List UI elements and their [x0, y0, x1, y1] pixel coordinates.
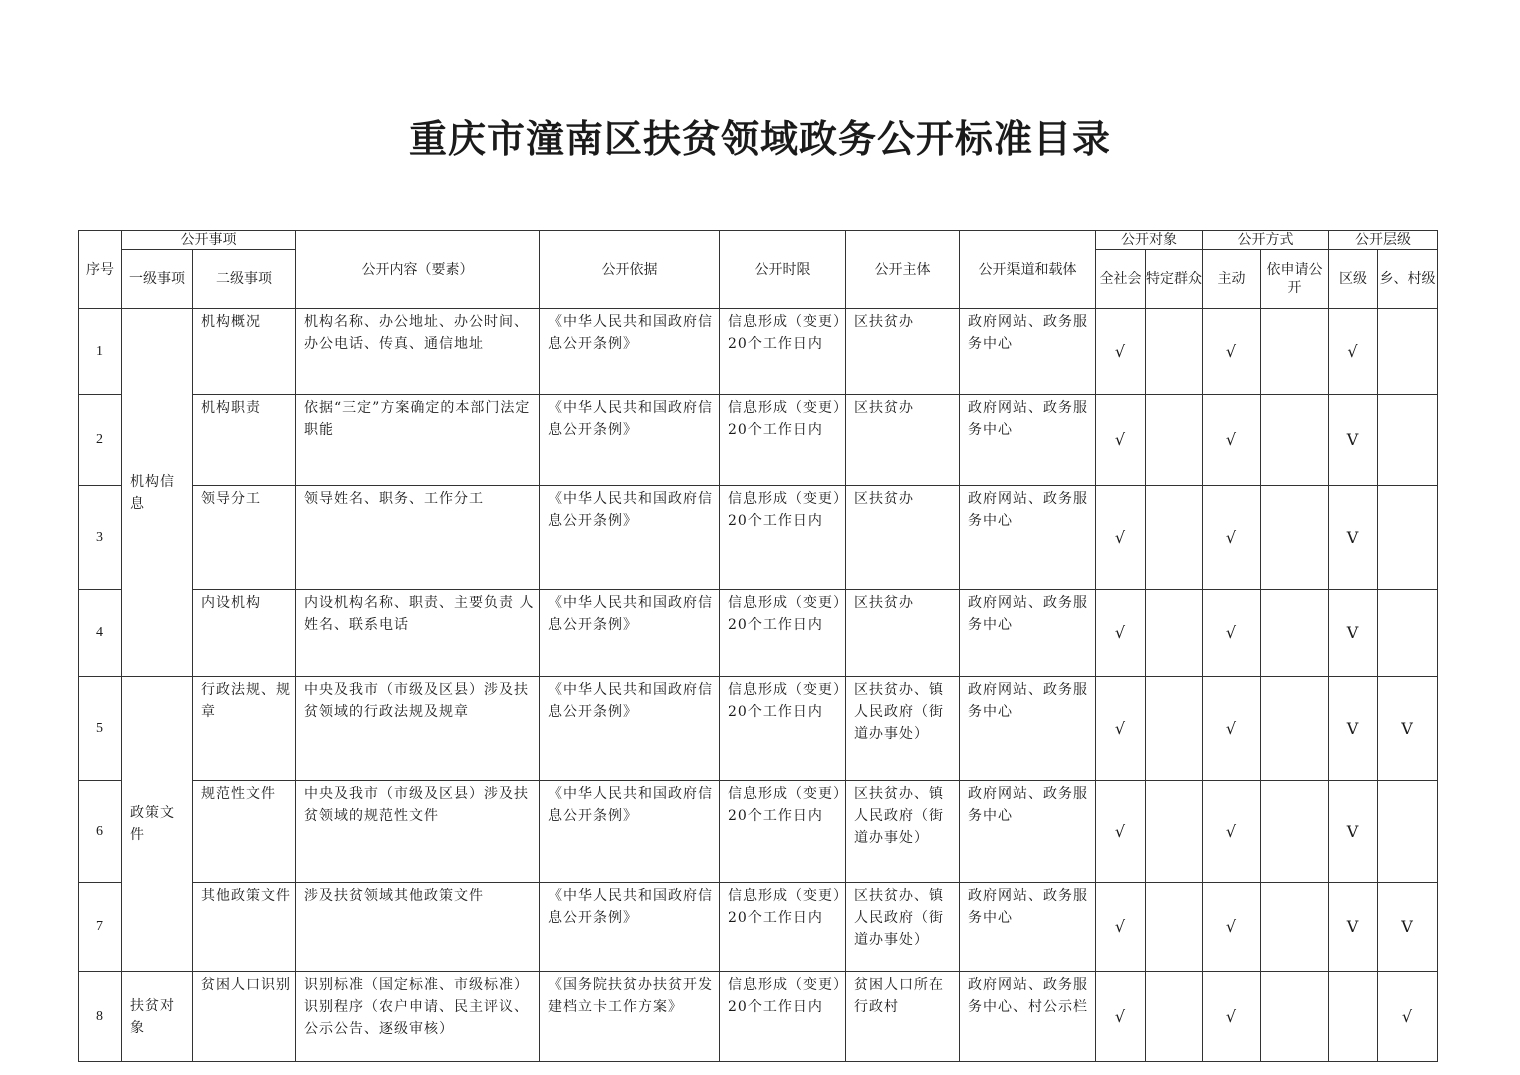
header-audience-specific: 特定群众: [1146, 250, 1203, 309]
basis-cell: 《中华人民共和国政府信息公开条例》: [540, 781, 720, 883]
time-cell: 信息形成（变更）20个工作日内: [720, 781, 846, 883]
audience-all-cell: √: [1096, 590, 1146, 677]
subject-cell: 区扶贫办、镇 人民政府（街 道办事处）: [846, 677, 960, 781]
subject-cell: 区扶贫办: [846, 395, 960, 486]
header-audience-all: 全社会: [1096, 250, 1146, 309]
item-cell: 领导分工: [193, 486, 296, 590]
table-row: [79, 486, 1438, 590]
audience-all-cell: √: [1096, 677, 1146, 781]
row-seq: 4: [79, 590, 122, 677]
row-seq: 2: [79, 395, 122, 486]
method-active-cell: √: [1203, 883, 1261, 972]
method-request-cell: [1261, 883, 1329, 972]
basis-cell: 《中华人民共和国政府信息公开条例》: [540, 883, 720, 972]
audience-all-cell: √: [1096, 781, 1146, 883]
method-request-cell: [1261, 677, 1329, 781]
page-title: 重庆市潼南区扶贫领域政务公开标准目录: [408, 117, 1111, 161]
group-cell: 机构信息: [122, 309, 193, 677]
level-town-cell: V: [1378, 677, 1438, 781]
time-cell: 信息形成（变更）20个工作日内: [720, 677, 846, 781]
time-cell: 信息形成（变更）20个工作日内: [720, 972, 846, 1062]
audience-specific-cell: [1146, 395, 1203, 486]
channel-cell: 政府网站、政务服务中心: [960, 677, 1096, 781]
subject-cell: 贫困人口所在行政村: [846, 972, 960, 1062]
group-cell: 政策文件: [122, 677, 193, 972]
header-level-town: 乡、村级: [1378, 250, 1438, 309]
table-row: [79, 395, 1438, 486]
audience-specific-cell: [1146, 486, 1203, 590]
header-subject: 公开主体: [846, 231, 960, 309]
table-row: [79, 677, 1438, 781]
channel-cell: 政府网站、政务服务中心: [960, 395, 1096, 486]
level-town-cell: [1378, 309, 1438, 395]
audience-specific-cell: [1146, 883, 1203, 972]
content-cell: 中央及我市（市级及区县）涉及扶贫领域的规范性文件: [296, 781, 540, 883]
header-content: 公开内容（要素）: [296, 231, 540, 309]
level-district-cell: V: [1329, 677, 1378, 781]
row-seq: 5: [79, 677, 122, 781]
level-town-cell: [1378, 486, 1438, 590]
time-cell: 信息形成（变更）20个工作日内: [720, 395, 846, 486]
level-district-cell: √: [1329, 309, 1378, 395]
audience-specific-cell: [1146, 590, 1203, 677]
channel-cell: 政府网站、政务服务中心: [960, 781, 1096, 883]
channel-cell: 政府网站、政务服务中心: [960, 883, 1096, 972]
header-level1: 一级事项: [122, 250, 193, 309]
basis-cell: 《中华人民共和国政府信息公开条例》: [540, 677, 720, 781]
level-district-cell: V: [1329, 395, 1378, 486]
channel-cell: 政府网站、政务服务中心: [960, 590, 1096, 677]
level-town-cell: [1378, 781, 1438, 883]
item-cell: 规范性文件: [193, 781, 296, 883]
content-cell: 依据“三定”方案确定的本部门法定职能: [296, 395, 540, 486]
row-seq: 1: [79, 309, 122, 395]
header-channel: 公开渠道和载体: [960, 231, 1096, 309]
content-cell: 机构名称、办公地址、办公时间、 办公电话、传真、通信地址: [296, 309, 540, 395]
method-request-cell: [1261, 972, 1329, 1062]
method-active-cell: √: [1203, 972, 1261, 1062]
header-basis: 公开依据: [540, 231, 720, 309]
channel-cell: 政府网站、政务服务中心: [960, 309, 1096, 395]
item-cell: 贫困人口识别: [193, 972, 296, 1062]
row-seq: 8: [79, 972, 122, 1062]
method-active-cell: √: [1203, 395, 1261, 486]
basis-cell: 《中华人民共和国政府信息公开条例》: [540, 309, 720, 395]
header-method-group: 公开方式: [1203, 231, 1329, 250]
content-cell: 内设机构名称、职责、主要负责 人姓名、联系电话: [296, 590, 540, 677]
item-cell: 机构职责: [193, 395, 296, 486]
item-cell: 其他政策文件: [193, 883, 296, 972]
method-active-cell: √: [1203, 781, 1261, 883]
header-seq: 序号: [79, 231, 122, 309]
channel-cell: 政府网站、政务服务中心: [960, 486, 1096, 590]
level-town-cell: √: [1378, 972, 1438, 1062]
level-district-cell: V: [1329, 883, 1378, 972]
audience-all-cell: √: [1096, 972, 1146, 1062]
header-method-active: 主动: [1203, 250, 1261, 309]
method-request-cell: [1261, 486, 1329, 590]
content-cell: 涉及扶贫领域其他政策文件: [296, 883, 540, 972]
content-cell: 领导姓名、职务、工作分工: [296, 486, 540, 590]
header-audience-group: 公开对象: [1096, 231, 1203, 250]
method-request-cell: [1261, 590, 1329, 677]
method-active-cell: √: [1203, 590, 1261, 677]
level-town-cell: [1378, 395, 1438, 486]
time-cell: 信息形成（变更）20个工作日内: [720, 883, 846, 972]
item-cell: 内设机构: [193, 590, 296, 677]
table-row: [79, 883, 1438, 972]
content-cell: 中央及我市（市级及区县）涉及扶贫领域的行政法规及规章: [296, 677, 540, 781]
audience-specific-cell: [1146, 972, 1203, 1062]
channel-cell: 政府网站、政务服务中心、村公示栏: [960, 972, 1096, 1062]
level-district-cell: V: [1329, 486, 1378, 590]
group-cell: 扶贫对象: [122, 972, 193, 1062]
content-cell: 识别标准（国定标准、市级标准） 识别程序（农户申请、民主评议、 公示公告、逐级审核）: [296, 972, 540, 1062]
method-request-cell: [1261, 309, 1329, 395]
header-level-district: 区级: [1329, 250, 1378, 309]
level-district-cell: [1329, 972, 1378, 1062]
audience-specific-cell: [1146, 309, 1203, 395]
method-active-cell: √: [1203, 309, 1261, 395]
header-level2: 二级事项: [193, 250, 296, 309]
subject-cell: 区扶贫办、镇 人民政府（街 道办事处）: [846, 883, 960, 972]
level-district-cell: V: [1329, 590, 1378, 677]
basis-cell: 《国务院扶贫办扶贫开发建档立卡工作方案》: [540, 972, 720, 1062]
subject-cell: 区扶贫办: [846, 309, 960, 395]
level-district-cell: V: [1329, 781, 1378, 883]
method-active-cell: √: [1203, 677, 1261, 781]
table-row: [79, 972, 1438, 1062]
header-time-limit: 公开时限: [720, 231, 846, 309]
subject-cell: 区扶贫办: [846, 590, 960, 677]
method-active-cell: √: [1203, 486, 1261, 590]
audience-specific-cell: [1146, 781, 1203, 883]
method-request-cell: [1261, 395, 1329, 486]
catalog-table: [78, 230, 1438, 1062]
time-cell: 信息形成（变更）20个工作日内: [720, 590, 846, 677]
table-row: [79, 590, 1438, 677]
item-cell: 行政法规、规章: [193, 677, 296, 781]
audience-all-cell: √: [1096, 395, 1146, 486]
header-level-group: 公开层级: [1329, 231, 1438, 250]
header-method-request: 依申请公开: [1261, 250, 1329, 309]
basis-cell: 《中华人民共和国政府信息公开条例》: [540, 590, 720, 677]
item-cell: 机构概况: [193, 309, 296, 395]
header-items-group: 公开事项: [122, 231, 296, 250]
row-seq: 6: [79, 781, 122, 883]
subject-cell: 区扶贫办、镇 人民政府（街 道办事处）: [846, 781, 960, 883]
audience-all-cell: √: [1096, 309, 1146, 395]
basis-cell: 《中华人民共和国政府信息公开条例》: [540, 395, 720, 486]
table-row: [79, 309, 1438, 395]
method-request-cell: [1261, 781, 1329, 883]
audience-specific-cell: [1146, 677, 1203, 781]
audience-all-cell: √: [1096, 883, 1146, 972]
basis-cell: 《中华人民共和国政府信息公开条例》: [540, 486, 720, 590]
subject-cell: 区扶贫办: [846, 486, 960, 590]
audience-all-cell: √: [1096, 486, 1146, 590]
level-town-cell: V: [1378, 883, 1438, 972]
time-cell: 信息形成（变更）20个工作日内: [720, 486, 846, 590]
row-seq: 3: [79, 486, 122, 590]
table-row: [79, 781, 1438, 883]
time-cell: 信息形成（变更）20个工作日内: [720, 309, 846, 395]
level-town-cell: [1378, 590, 1438, 677]
row-seq: 7: [79, 883, 122, 972]
